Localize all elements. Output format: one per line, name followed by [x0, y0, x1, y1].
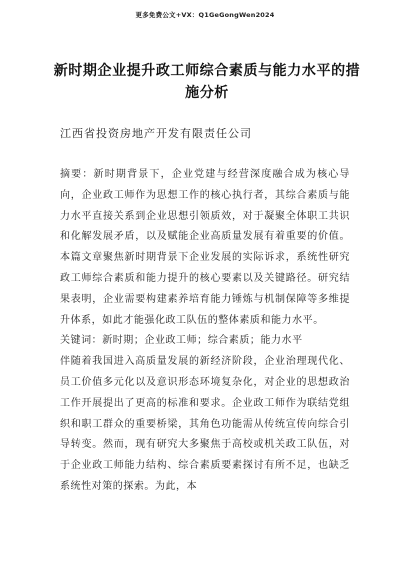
intro-paragraph: 伴随着我国进入高质量发展的新经济阶段，企业治理现代化、员工价值多元化以及意识形态环境复杂化，对企业的思想政治工作开展提出了更高的标准和要求。企业政工师作为联结党组织和职工群众的重要桥梁，其角色功能需从传统宣传向综合引导转变。然而，现有研究大多聚焦于高校或机关政工队伍，对于企业政工师能力结构、综合素质要素探讨有所不足，也缺乏系统性对策的探索。为此，本 — [60, 356, 350, 492]
document-author: 江西省投资房地产开发有限责任公司 — [60, 127, 252, 140]
document-title: 新时期企业提升政工师综合素质与能力水平的措施分析 — [53, 63, 361, 101]
keywords-line: 关键词：新时期；企业政工师；综合素质；能力水平 — [60, 335, 303, 347]
document-body — [60, 165, 350, 498]
abstract-paragraph: 摘要：新时期背景下，企业党建与经营深度融合成为核心导向，企业政工师作为思想工作的核心执行者，其综合素质与能力水平直接关系到企业思想引领质效，对于凝聚全体职工共识和化解发展矛盾，以及赋能企业高质量发展有着重要的价值。本篇文章聚焦新时期背景下企业发展的实际诉求，系统性研究政工师综合素质和能力提升的核心要素以及关键路径。研究结果表明，企业需要构建素养培育能力锤炼与机制保障等多维提升体系，如此才能强化政工队伍的整体素质和能力水平。 — [60, 169, 350, 326]
header-note: 更多免费公文+VX：Q1GeGongWen2024 — [135, 11, 275, 19]
